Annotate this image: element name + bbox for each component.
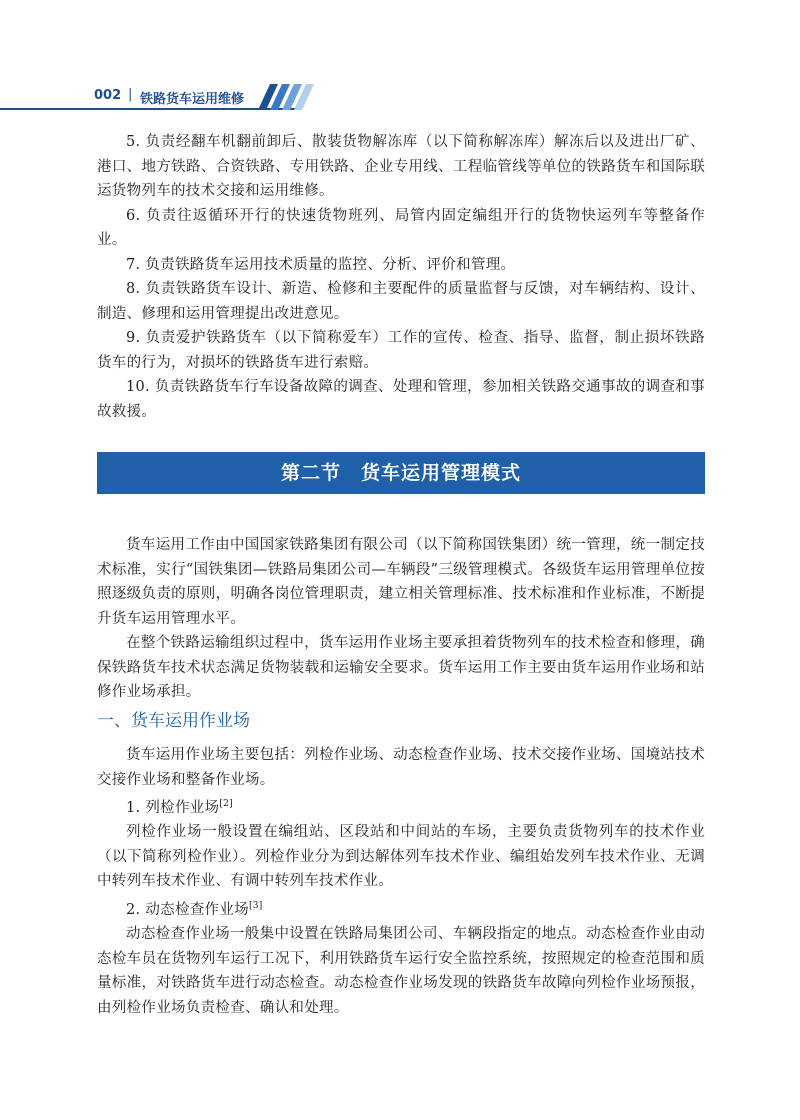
duty-item: 10. 负责铁路货车行车设备故障的调查、处理和管理，参加相关铁路交通事故的调查和事故救援。 bbox=[97, 379, 705, 420]
duty-item: 9. 负责爱护铁路货车（以下简称爱车）工作的宣传、检查、指导、监督，制止损坏铁路货车的行为，对损坏的铁路货车进行索赔。 bbox=[97, 330, 705, 371]
section-intro bbox=[97, 533, 705, 705]
section-heading-bar bbox=[97, 452, 705, 494]
item-title: 1. 列检作业场 bbox=[126, 799, 220, 816]
body-paragraph: 货车运用作业场主要包括：列检作业场、动态检查作业场、技术交接作业场、国境站技术交接作业场和整备作业场。 bbox=[97, 747, 705, 788]
body-paragraph: 列检作业场一般设置在编组站、区段站和中间站的车场，主要负责货物列车的技术作业（以下简称列检作业）。列检作业分为到达解体列车技术作业、编组始发列车技术作业、无调中转列车技术作业、有调中转列车技术作业。 bbox=[97, 824, 705, 890]
duty-item: 5. 负责经翻车机翻前卸后、散装货物解冻库（以下简称解冻库）解冻后以及进出厂矿、港口、地方铁路、合资铁路、专用铁路、企业专用线、工程临管线等单位的铁路货车和国际联运货物列车的技术交接和运用维修。 bbox=[97, 134, 705, 199]
duty-item: 6. 负责往返循环开行的快速货物班列、局管内固定编组开行的货物快运列车等整备作业。 bbox=[97, 207, 705, 248]
header-rule bbox=[0, 108, 300, 110]
body-paragraph: 动态检查作业场一般集中设置在铁路局集团公司、车辆段指定的地点。动态检查作业由动态检车员在货物列车运行工况下，利用铁路货车运行安全监控系统，按照规定的检查范围和质量标准，对铁路货车进行动态检查。动态检查作业场发现的铁路货车故障向列检作业场预报，由列检作业场负责检查、确认和处理。 bbox=[97, 926, 705, 1016]
duty-item: 8. 负责铁路货车设计、新造、检修和主要配件的质量监督与反馈，对车辆结构、设计、制造、修理和运用管理提出改进意见。 bbox=[97, 281, 705, 322]
page-number: 002 bbox=[94, 88, 122, 103]
citation-ref: [2] bbox=[219, 799, 233, 809]
header-stripes-decoration bbox=[258, 84, 318, 110]
subsection-heading: 一、货车运用作业场 bbox=[97, 711, 250, 731]
header-separator: | bbox=[128, 87, 133, 102]
body-paragraph: 在整个铁路运输组织过程中，货车运用作业场主要承担着货物列车的技术检查和修理，确保铁路货车技术状态满足货物装载和运输安全要求。货车运用工作主要由货车运用作业场和站修作业场承担。 bbox=[97, 635, 705, 700]
running-header bbox=[0, 84, 800, 114]
item-heading bbox=[97, 894, 705, 922]
body-paragraph: 货车运用工作由中国国家铁路集团有限公司（以下简称国铁集团）统一管理，统一制定技术标准，实行“国铁集团—铁路局集团公司—车辆段”三级管理模式。各级货车运用管理单位按照逐级负责的原则，明确各岗位管理职责，建立相关管理标准、技术标准和作业标准，不断提升货车运用管理水平。 bbox=[97, 537, 705, 627]
subsection-body bbox=[97, 743, 705, 1020]
duties-list bbox=[97, 130, 705, 424]
book-title: 铁路货车运用维修 bbox=[140, 92, 245, 107]
item-title: 2. 动态检查作业场 bbox=[126, 901, 249, 918]
citation-ref: [3] bbox=[248, 900, 263, 911]
item-heading bbox=[97, 792, 705, 820]
duty-item: 7. 负责铁路货车运用技术质量的监控、分析、评价和管理。 bbox=[126, 256, 516, 273]
section-title: 第二节 货车运用管理模式 bbox=[280, 462, 521, 484]
